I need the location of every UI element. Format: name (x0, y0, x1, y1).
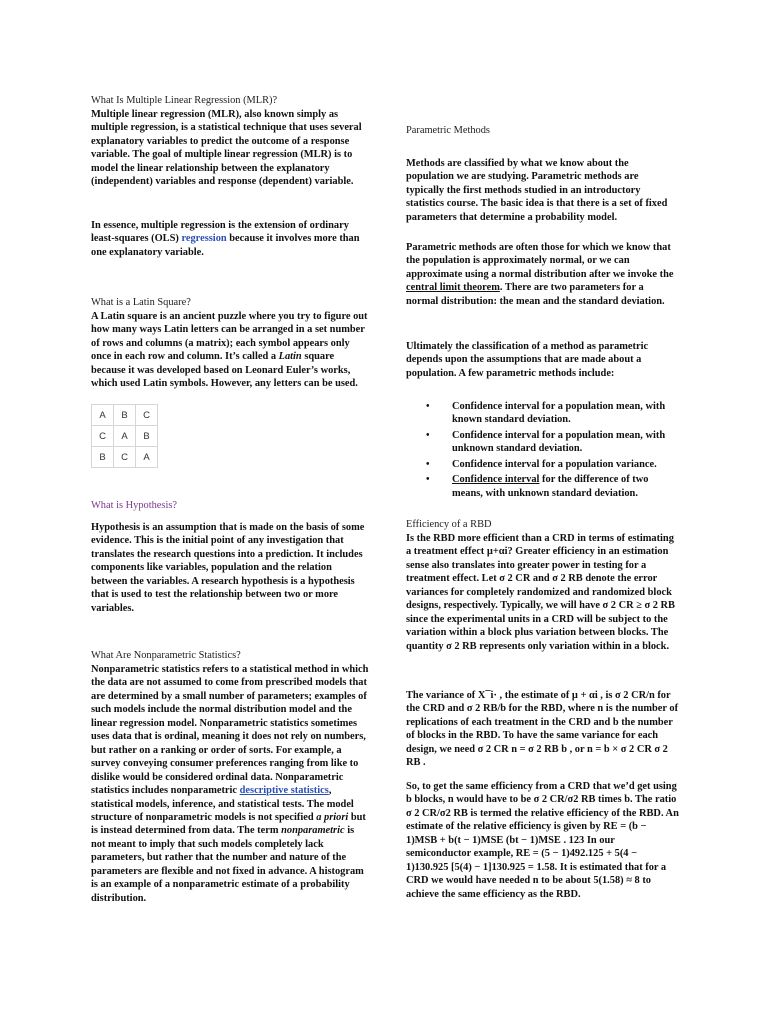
table-cell: B (136, 426, 158, 447)
table-cell: B (114, 405, 136, 426)
latin-p-text: A Latin square is an ancient puzzle where you try to figure out how many ways Latin letters can be arranged in a set number of rows and columns (a matrix); each symbol appears only once in each row and column. It’s called a (91, 311, 368, 363)
list-item (414, 458, 678, 471)
rbd-paragraph-1: Is the RBD more efficient than a CRD in terms of estimating a treatment effect µ+αi? Greater efficiency in an estimation sense also translates into greater power in testing for a treatment effect. Let σ 2 CR and σ 2 RB denote the error variances for completely randomized and randomized block designs, respectively. Typically, we will have σ 2 CR ≥ σ 2 RB since the experimental units in a CRD will be subject to the variation within a block plus variation between blocks. The quantity σ 2 RB represents only variation within in a block. (406, 533, 675, 652)
bullet-icon: • (426, 474, 430, 486)
bullet-icon: • (426, 458, 430, 470)
rbd-paragraph-2: The variance of X¯i· , the estimate of µ + αi , is σ 2 CR/n for the CRD and σ 2 RB/b for the RBD, where n is the number of replications of each treatment in the CRD and b the number of blocks in the RBD. To have the same variance for each design, we need σ 2 CR n = σ 2 RB b , or n = b × σ 2 CR σ 2 RB . (406, 690, 679, 769)
latin-p-text-after: square because it was developed based on Leonard Euler’s works, which used Latin symbols. However, any letters can be used. (91, 351, 358, 390)
nonparam-italic-1: a priori (316, 811, 349, 823)
descriptive-statistics-link[interactable]: descriptive statistics (239, 785, 329, 797)
parametric-paragraph-3: Ultimately the classification of a method as parametric depends upon the assumptions that are made about a population. A few parametric methods include: (406, 341, 649, 379)
table-cell: A (136, 447, 158, 468)
parametric-p2-text: Parametric methods are often those for which we know that the population is approximately normal, or we can approximate using a normal distribution after we invoke the (406, 242, 674, 280)
regression-link[interactable]: regression (181, 233, 227, 245)
table-cell: B (92, 447, 114, 468)
table-cell: A (114, 426, 136, 447)
latin-square-paragraph (91, 310, 371, 391)
central-limit-theorem-link[interactable]: central limit theorem (406, 282, 500, 294)
list-item-text: Confidence interval for a population variance. (452, 458, 657, 470)
nonparametric-paragraph (91, 663, 371, 905)
parametric-heading: Parametric Methods (406, 125, 490, 136)
parametric-paragraph-1: Methods are classified by what we know about the population we are studying. Parametric methods are typically the first methods studied in an introductory statistics course. The basic idea is that there is a set of fixed parameters that determine a probability model. (406, 158, 668, 223)
nonparam-text-a: Nonparametric statistics refers to a statistical method in which the data are not assumed to come from prescribed models that are determined by a small number of parameters; examples of such models include the normal distribution model and the linear regression model. Nonparametric statistics sometimes uses data that is ordinal, meaning it does not rely on numbers, but rather on a ranking or order of sorts. For example, a survey conveying consumer preferences ranging from like to dislike would be considered ordinal data. Nonparametric statistics includes nonparametric (91, 664, 369, 797)
list-item-text: Confidence interval for a population mean, with known standard deviation. (452, 401, 666, 426)
table-cell: A (92, 405, 114, 426)
confidence-interval-link[interactable]: Confidence interval (452, 474, 540, 486)
table-row (92, 447, 158, 468)
nonparam-italic-2: nonparametric (281, 825, 345, 837)
bullet-icon: • (426, 429, 430, 441)
list-item (414, 400, 678, 427)
mlr-p2-text-after: because it involves more than one explanatory variable. (91, 233, 360, 258)
mlr-paragraph-2 (91, 219, 369, 259)
latin-square-table (91, 404, 158, 468)
nonparametric-heading: What Are Nonparametric Statistics? (91, 650, 241, 661)
list-item (414, 429, 678, 456)
hypothesis-heading: What is Hypothesis? (91, 500, 177, 511)
list-item-text: for the difference of two means, with unknown standard deviation. (452, 474, 649, 499)
table-cell: C (136, 405, 158, 426)
parametric-methods-list (414, 400, 678, 502)
table-row (92, 426, 158, 447)
list-item (414, 473, 678, 500)
list-item-text: Confidence interval for a population mean, with unknown standard deviation. (452, 429, 666, 455)
mlr-paragraph-1: Multiple linear regression (MLR), also known simply as multiple regression, is a statistical technique that uses several explanatory variables to predict the outcome of a response variable. The goal of multiple linear regression (MLR) is to model the linear relationship between the explanatory (independent) variables and response (dependent) variable. (91, 109, 362, 188)
mlr-heading: What Is Multiple Linear Regression (MLR)? (91, 95, 278, 106)
table-cell: C (92, 426, 114, 447)
mlr-p2-text: In essence, multiple regression is the extension of ordinary least-squares (OLS) (91, 220, 349, 245)
nonparam-text-d: is not meant to imply that such models completely lack parameters, but rather that the number and nature of the parameters are flexible and not fixed in advance. A histogram is an example of a nonparametric estimate of a probability distribution. (91, 825, 364, 904)
table-row (92, 405, 158, 426)
bullet-icon: • (426, 401, 430, 412)
nonparam-text-b: , statistical models, inference, and statistical tests. The model structure of nonparametric models is not specified (91, 785, 354, 823)
latin-square-heading: What is a Latin Square? (91, 297, 191, 308)
nonparam-text-c: but is instead determined from data. The term (91, 811, 366, 837)
parametric-p2-text-after: . There are two parameters for a normal distribution: the mean and the standard deviation. (406, 282, 665, 307)
rbd-heading: Efficiency of a RBD (406, 519, 492, 530)
rbd-paragraph-3: So, to get the same efficiency from a CRD that we’d get using b blocks, n would have to be σ 2 CR/σ2 RB times b. The ratio σ 2 CR/σ2 RB is termed the relative efficiency of the RBD. An estimate of the relative efficiency is given by RE = (b − 1)MSB + b(t − 1)MSE (bt − 1)MSE . 123 In our semiconductor example, RE = (5 − 1)492.125 + 5(4 − 1)130.925 [5(4) − 1]130.925 = 1.58. It is estimated that for a CRD we would have needed n to be about 5(1.58) ≈ 8 to achieve the same efficiency as the RBD. (406, 781, 679, 900)
latin-italic: Latin (278, 351, 302, 363)
parametric-paragraph-2 (406, 241, 678, 308)
table-cell: C (114, 447, 136, 468)
hypothesis-paragraph: Hypothesis is an assumption that is made on the basis of some evidence. This is the initial point of any investigation that translates the research questions into a prediction. It includes components like variables, population and the relation between the variables. A research hypothesis is a hypothesis that is used to test the relationship between two or more variables. (91, 522, 365, 614)
